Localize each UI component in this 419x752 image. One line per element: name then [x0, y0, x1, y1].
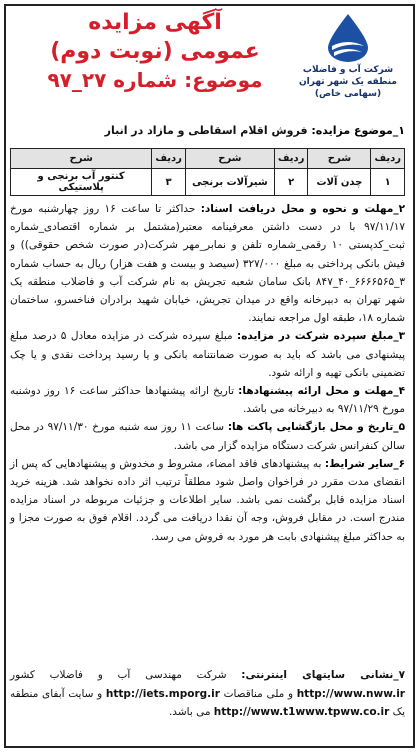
section-7-text5: می باشد. — [168, 706, 211, 718]
notice-page — [4, 4, 415, 748]
website-link-nww[interactable]: http://www.nww.ir — [296, 687, 405, 700]
subject-text: فروش اقلام اسقاطی و مازاد در انبار — [104, 124, 308, 137]
section-7 — [10, 666, 405, 722]
table-cell: ۳ — [152, 169, 186, 196]
header-cell: ردیف — [371, 149, 405, 169]
section-4 — [10, 382, 405, 418]
title-line1: آگهی مزایده — [88, 10, 222, 35]
items-table-header-row — [11, 149, 405, 169]
table-row — [11, 169, 405, 196]
section-2-text: حداکثر تا ساعت ۱۶ روز چهارشنبه مورخ ۹۷/۱۱/۱۷ با در دست داشتن معرفینامه معتبر(مشتمل بر شماره اقتصادی_شماره ثبت_کدپستی ۱۰ رقمی_شماره تلفن و نمابر_مهر شرکت(در صورت شخص حقوقی)) و فیش بانکی پرداختی به مبلغ ۳۲۷/۰۰۰ (سیصد و بیست و هفت هزار) ریال به حساب شماره ۳_۶۶۶۶۵۶۵_۴۰_۸۴۷ بانک سامان شعبه تجریش به نام شرکت آب و فاضلاب منطقه یک شهر تهران به دبیرخانه واقع در میدان تجریش، خیابان شهید برادران فناخسرو، ساختمان شماره ۱۸، طبقه اول مراجعه نمایند. — [10, 203, 405, 325]
company-logo — [289, 12, 407, 100]
section-4-heading: ۴_مهلت و محل ارائه پیشنهادها: — [238, 385, 405, 398]
section-7-heading: ۷_نشانی سایتهای اینترنتی: — [241, 669, 405, 681]
section-3-text: مبلغ سپرده شرکت در مزایده معادل ۵ درصد مبلغ پیشنهادی می باشد که باید به صورت ضمانتنامه بانکی و یا رسید پرداخت نقدی و یا چک تضمینی بانکی تهیه و ارائه شود. — [10, 330, 405, 379]
table-cell: شیرآلات برنجی — [185, 169, 274, 196]
subject-heading: ۱_موضوع مزایده: — [311, 124, 405, 137]
section-3 — [10, 327, 405, 382]
website-link-iets[interactable]: http://iets.mporg.ir — [105, 687, 220, 700]
table-cell: ۱ — [371, 169, 405, 196]
header — [6, 6, 413, 118]
table-cell: کنتور آب برنجی و پلاستیکی — [11, 169, 152, 196]
section-7-text1: شرکت مهندسی آب و فاضلاب کشور — [10, 669, 227, 681]
table-cell: چدن آلات — [308, 169, 371, 196]
section-5 — [10, 418, 405, 454]
header-cell: شرح — [11, 149, 152, 169]
section-5-text: ساعت ۱۱ روز سه شنبه مورخ ۹۷/۱۱/۳۰ در محل سالن کنفرانس شرکت دستگاه مزایده گزار می باشد. — [10, 421, 405, 452]
section-4-text: تاریخ ارائه پیشنهادها حداکثر ساعت ۱۶ روز دوشنبه مورخ ۹۷/۱۱/۲۹ به دبیرخانه می باشد. — [10, 385, 405, 416]
org-name-line3: (سهامی خاص) — [314, 89, 382, 99]
title-line3: موضوع: شماره ۲۷_۹۷ — [47, 68, 263, 92]
section-7-text4: آبفای منطقه یک — [10, 687, 405, 718]
subject-line — [105, 124, 405, 137]
table-cell: ۲ — [274, 169, 308, 196]
section-7-text2: و ملی مناقصات — [223, 687, 294, 700]
section-6-text: به پیشنهادهای فاقد امضاء، مشروط و مخدوش و پیشنهادهایی که پس از انقضای مدت مقرر در فراخوان واصل شود مطلقاً ترتیب اثر داده نخواهد شد. هزینه خرید اسناد مزایده قابل برگشت نمی باشد. سایر اطلاعات و جزئیات مربوطه در اسناد مزایده مندرج است. در مقابل فروش، وجه آن نقدا دریافت می گردد. اقلام فوق به صورت مجزا و به حداکثر مبلغ پیشنهادی بابت هر مورد به فروش می رسد. — [10, 457, 405, 543]
notice-body — [10, 200, 405, 546]
section-5-heading: ۵_تاریخ و محل بازگشایی پاکت ها: — [227, 421, 405, 434]
org-name-line2: منطقه یک شهر تهران — [298, 77, 398, 87]
section-2-heading: ۲_مهلت و نحوه و محل دریافت اسناد: — [200, 203, 405, 215]
section-2 — [10, 200, 405, 327]
water-drop-logo-icon — [324, 12, 372, 64]
header-cell: ردیف — [274, 149, 308, 169]
section-6 — [10, 455, 405, 546]
items-table — [10, 148, 405, 196]
section-7-text3: و سایت — [68, 687, 103, 700]
section-3-heading: ۳_مبلغ سپرده شرکت در مزایده: — [237, 330, 405, 343]
header-cell: شرح — [308, 149, 371, 169]
org-name-line1: شرکت آب و فاضلاب — [302, 65, 394, 75]
notice-title — [20, 8, 290, 94]
title-line2: عمومی (نوبت دوم) — [50, 39, 260, 64]
website-link-tpww[interactable]: http://www.t1www.tpww.co.ir — [213, 706, 390, 718]
header-cell: ردیف — [152, 149, 186, 169]
header-cell: شرح — [185, 149, 274, 169]
section-6-heading: ۶_سایر شرایط: — [324, 457, 405, 470]
